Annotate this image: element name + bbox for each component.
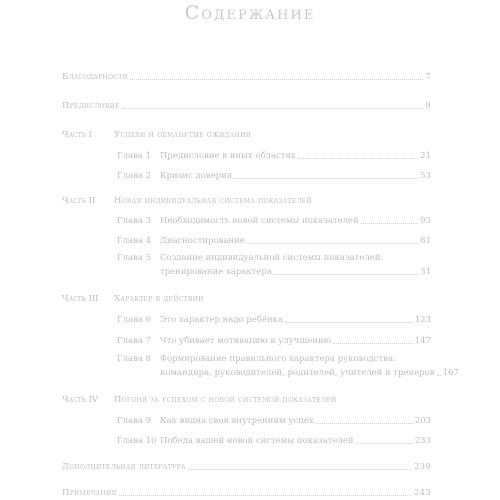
toc-entry-preface[interactable] — [62, 101, 431, 111]
toc-chapter-3[interactable] — [117, 216, 431, 226]
toc-entry-notes[interactable] — [62, 488, 431, 498]
part-number: Часть I — [62, 130, 92, 140]
chapter-title: Что убивает мотивацию к улучшению — [160, 336, 332, 346]
toc-part-2[interactable] — [62, 196, 312, 206]
toc-chapter-5-line-2[interactable] — [160, 267, 431, 277]
toc-page-number: 167 — [442, 368, 459, 378]
toc-chapter-6[interactable] — [117, 315, 431, 325]
toc-page-number: 81 — [420, 236, 431, 246]
leader-dots — [356, 443, 413, 444]
chapter-number: Глава 2 — [117, 171, 152, 181]
toc-chapter-10[interactable] — [117, 436, 431, 446]
chapter-title: Формирование правильного характера руководства: — [160, 354, 396, 364]
toc-chapter-1[interactable] — [117, 151, 431, 161]
toc-chapter-8-line-2[interactable] — [160, 368, 459, 378]
part-number: Часть IV — [62, 395, 98, 405]
toc-entry-acknowledgements[interactable] — [62, 72, 431, 82]
leader-dots — [437, 375, 441, 376]
chapter-title: Диагностирование — [160, 236, 245, 246]
part-title: Погоня за успехом с новой системой показателей — [114, 395, 337, 405]
leader-dots — [130, 79, 423, 80]
toc-page-number: 31 — [420, 267, 431, 277]
toc-part-4[interactable] — [62, 395, 336, 405]
toc-chapter-8-line-1[interactable] — [117, 354, 396, 364]
toc-page-number: 147 — [414, 336, 431, 346]
toc-part-3[interactable] — [62, 294, 204, 304]
toc-page-number: 233 — [414, 436, 431, 446]
leader-dots — [285, 322, 413, 323]
leader-dots — [122, 108, 424, 109]
chapter-number: Глава 9 — [117, 416, 152, 426]
chapter-title: Предисловие в иных областях — [160, 151, 296, 161]
chapter-number: Глава 10 — [117, 436, 157, 446]
leader-dots — [333, 343, 413, 344]
toc-page-number: 203 — [414, 416, 431, 426]
chapter-number: Глава 7 — [117, 336, 152, 346]
toc-page-number: 123 — [414, 315, 431, 325]
toc-entry-label: Примечания — [62, 488, 117, 498]
toc-entry-further-reading[interactable] — [62, 462, 431, 472]
chapter-number: Глава 3 — [117, 216, 152, 226]
leader-dots — [234, 178, 418, 179]
toc-chapter-7[interactable] — [117, 336, 431, 346]
toc-chapter-5-line-1[interactable] — [117, 253, 383, 263]
chapter-title: Как видна своя внутренним успех — [160, 416, 314, 426]
toc-chapter-2[interactable] — [117, 171, 431, 181]
part-number: Часть III — [62, 294, 99, 304]
chapter-title: Кризис доверия — [160, 171, 233, 181]
chapter-number: Глава 8 — [117, 354, 152, 364]
toc-part-1[interactable] — [62, 130, 251, 140]
part-number: Часть II — [62, 196, 96, 206]
leader-dots — [247, 243, 418, 244]
toc-chapter-9[interactable] — [117, 416, 431, 426]
chapter-title-continued: командира, руководителей, родителей, учителей и тренеров — [160, 368, 435, 378]
leader-dots — [274, 274, 418, 275]
leader-dots — [188, 469, 412, 470]
part-title: Характер в действии — [114, 294, 204, 304]
leader-dots — [298, 158, 419, 159]
chapter-title: Необходимость новой системы показателей — [160, 216, 359, 226]
chapter-number: Глава 1 — [117, 151, 152, 161]
chapter-title-continued: тренирование характера — [160, 267, 272, 277]
leader-dots — [361, 223, 418, 224]
part-title: Успехи и обманутые ожидания — [114, 130, 251, 140]
chapter-title: Победа вашей новой системы показателей — [160, 436, 354, 446]
chapter-number: Глава 4 — [117, 236, 152, 246]
toc-chapter-4[interactable] — [117, 236, 431, 246]
chapter-number: Глава 5 — [117, 253, 152, 263]
page-title: Содержание — [184, 2, 316, 24]
chapter-title: Это характер надо ребёнка — [160, 315, 284, 325]
toc-entry-label: Дополнительная литература — [62, 462, 186, 472]
leader-dots — [316, 423, 413, 424]
toc-page-number: 239 — [413, 462, 431, 472]
toc-entry-label: Предисловие — [62, 101, 120, 111]
toc-page-number: 93 — [420, 216, 431, 226]
leader-dots — [119, 495, 412, 496]
part-title: Новая индивидуальная система показателей — [114, 196, 312, 206]
toc-page-number: 7 — [425, 72, 431, 82]
toc-page-number: 243 — [413, 488, 431, 498]
toc-page-number: 21 — [420, 151, 431, 161]
toc-page-number: 9 — [425, 101, 431, 111]
chapter-title: Создание индивидуальной системы показателей: — [160, 253, 384, 263]
toc-entry-label: Благодарности — [62, 72, 129, 82]
chapter-number: Глава 6 — [117, 315, 152, 325]
toc-page-number: 53 — [420, 171, 431, 181]
